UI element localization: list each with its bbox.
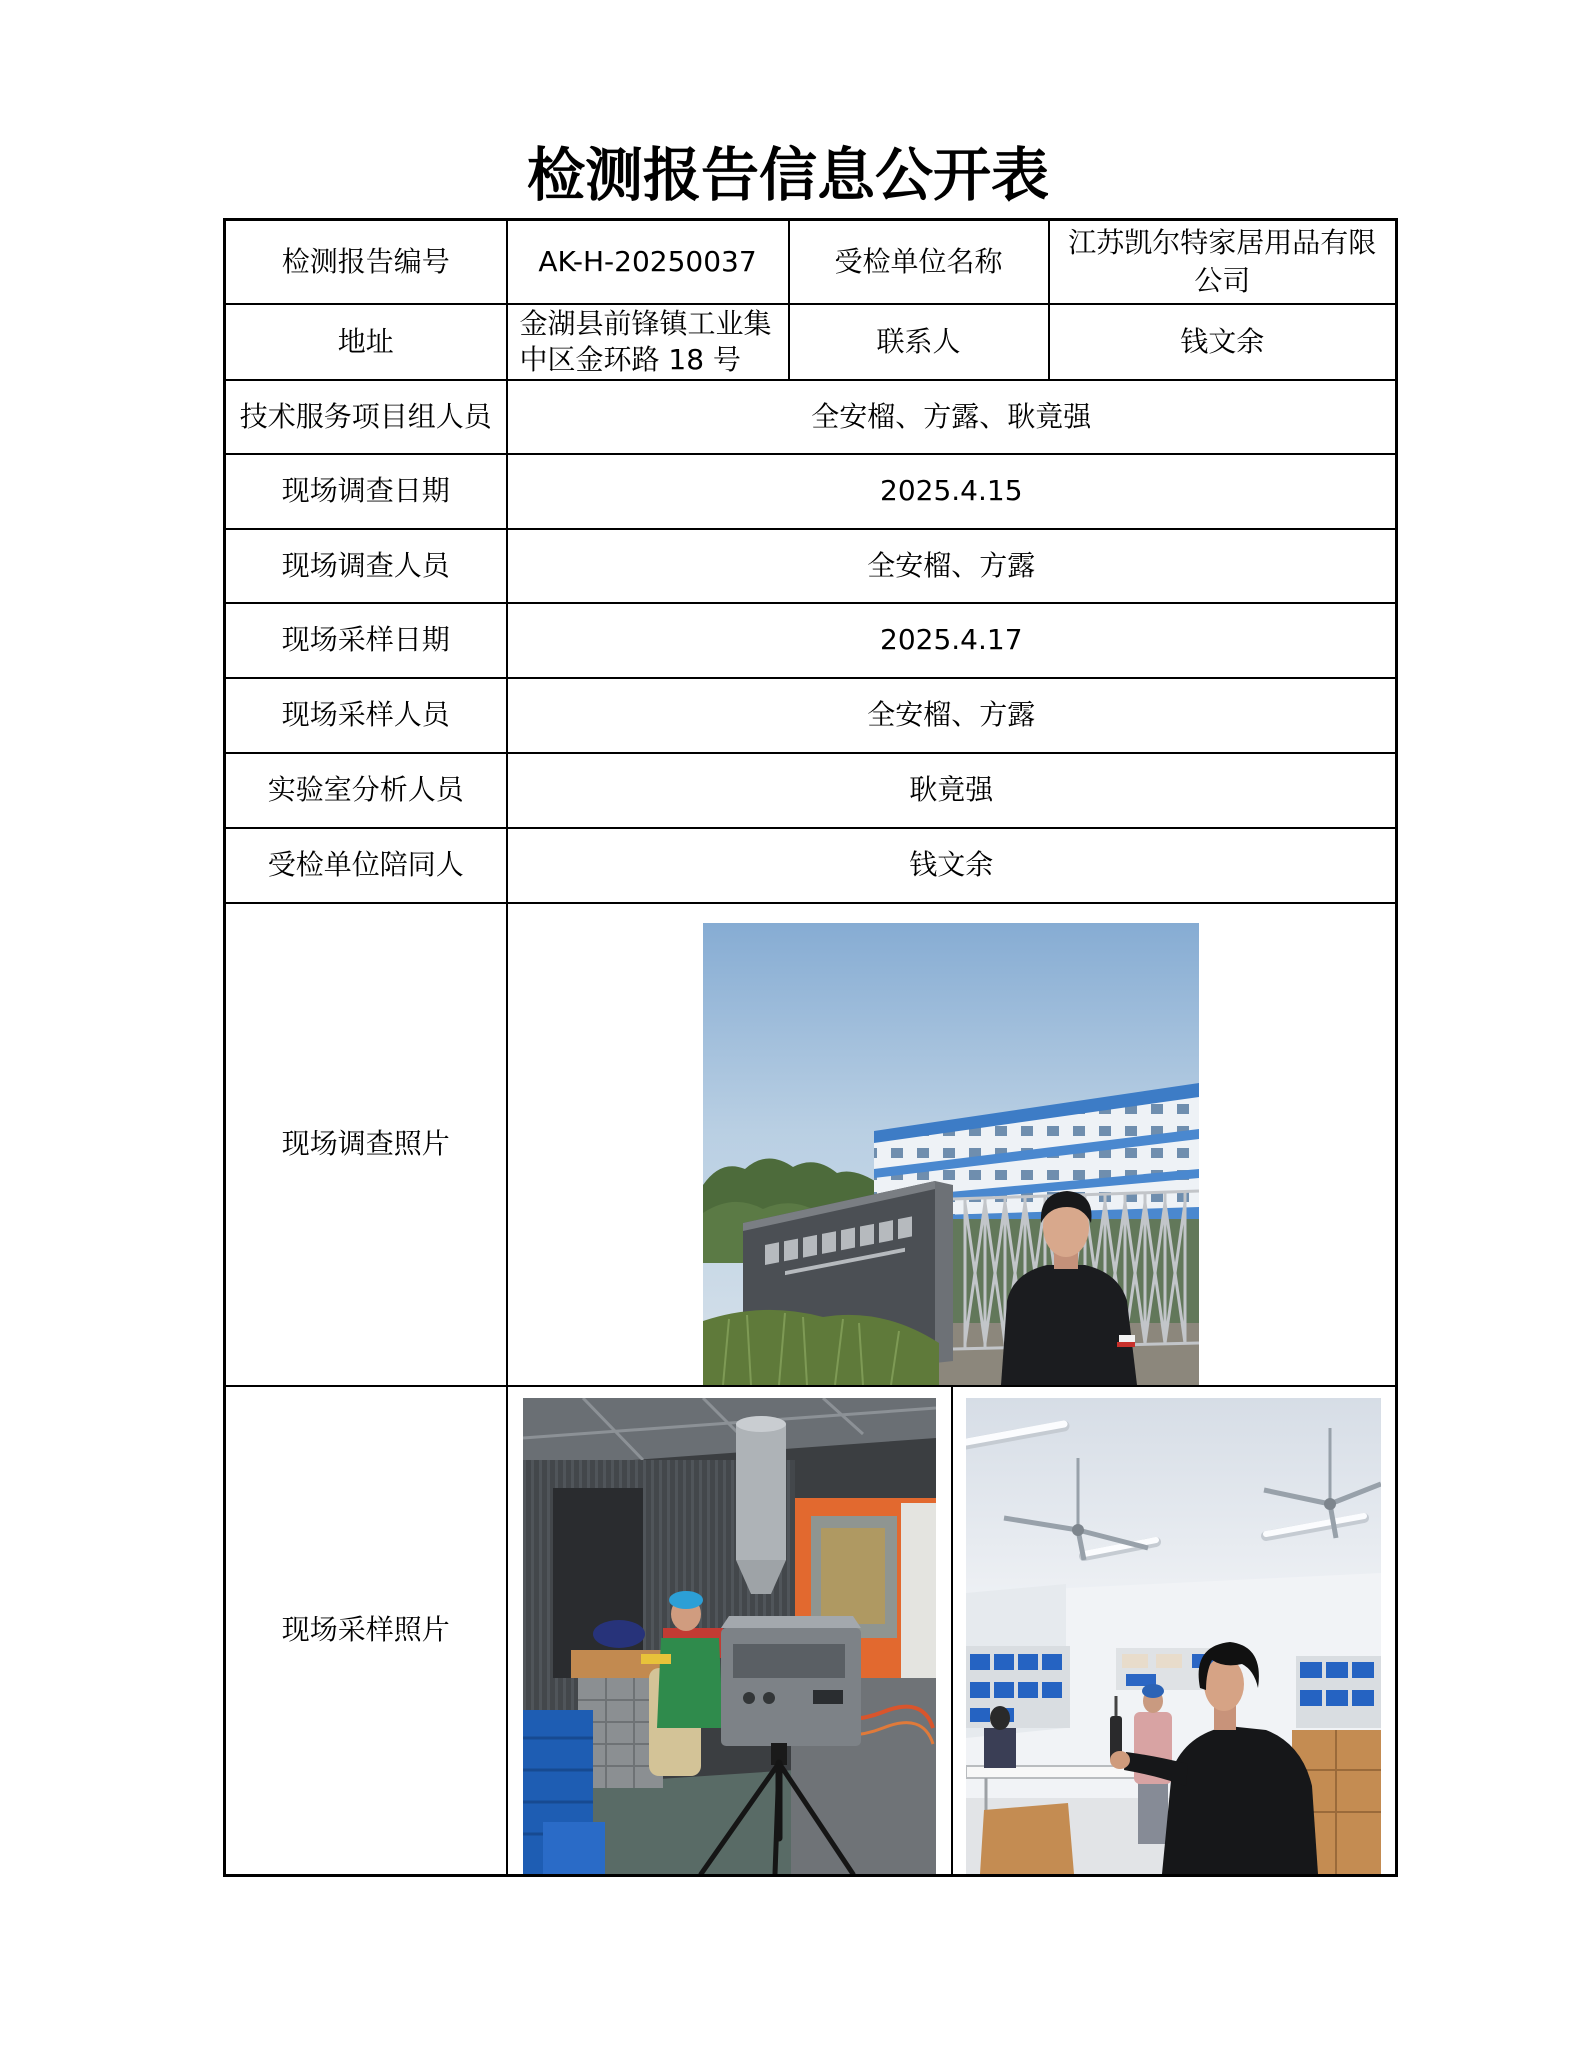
shelf-left — [966, 1646, 1070, 1728]
sampling-photo-workshop — [523, 1398, 936, 1874]
table-row — [225, 454, 1397, 529]
address-value: 金湖县前锋镇工业集中区金环路 18 号 — [507, 304, 789, 380]
sampling-staff-label: 现场采样人员 — [225, 678, 507, 753]
table-row — [225, 220, 1397, 304]
sampling-staff-value: 全安榴、方露 — [507, 678, 1397, 753]
blue-crates — [523, 1710, 605, 1874]
table-row — [225, 529, 1397, 603]
table-row — [225, 678, 1397, 753]
hopper-dryer — [736, 1416, 786, 1594]
survey-date-label: 现场调查日期 — [225, 454, 507, 529]
survey-date-value: 2025.4.15 — [507, 454, 1397, 529]
table-row — [225, 380, 1397, 454]
sampling-instrument — [721, 1616, 861, 1746]
survey-staff-value: 全安榴、方露 — [507, 529, 1397, 603]
table-row — [225, 903, 1397, 1386]
sampling-date-label: 现场采样日期 — [225, 603, 507, 678]
shelf-right — [1296, 1656, 1381, 1728]
team-members-label: 技术服务项目组人员 — [225, 380, 507, 454]
table-row — [225, 828, 1397, 903]
lab-analyst-value: 耿竟强 — [507, 753, 1397, 828]
survey-photo-label: 现场调查照片 — [225, 903, 507, 1386]
report-no-value: AK-H-20250037 — [507, 220, 789, 304]
survey-photo-cell — [507, 903, 1397, 1386]
contact-value: 钱文余 — [1049, 304, 1397, 380]
survey-staff-label: 现场调查人员 — [225, 529, 507, 603]
unit-name-label: 受检单位名称 — [789, 220, 1049, 304]
doorway — [553, 1488, 643, 1678]
team-members-value: 全安榴、方露、耿竟强 — [507, 380, 1397, 454]
escort-label: 受检单位陪同人 — [225, 828, 507, 903]
address-label: 地址 — [225, 304, 507, 380]
sampling-photo-label: 现场采样照片 — [225, 1386, 507, 1876]
table-row — [225, 304, 1397, 380]
contact-label: 联系人 — [789, 304, 1049, 380]
table-row — [225, 1386, 1397, 1876]
sampling-date-value: 2025.4.17 — [507, 603, 1397, 678]
report-no-label: 检测报告编号 — [225, 220, 507, 304]
site-survey-photo — [703, 923, 1199, 1385]
table-row — [225, 753, 1397, 828]
escort-value: 钱文余 — [507, 828, 1397, 903]
lab-analyst-label: 实验室分析人员 — [225, 753, 507, 828]
sampling-photo-warehouse — [966, 1398, 1381, 1874]
table-row — [225, 603, 1397, 678]
sampling-photo-cell-left — [507, 1386, 952, 1876]
unit-name-value: 江苏凯尔特家居用品有限公司 — [1049, 220, 1397, 304]
document-title: 检测报告信息公开表 — [526, 141, 1049, 209]
report-info-table — [223, 218, 1398, 1877]
sampling-photo-cell-right — [952, 1386, 1397, 1876]
